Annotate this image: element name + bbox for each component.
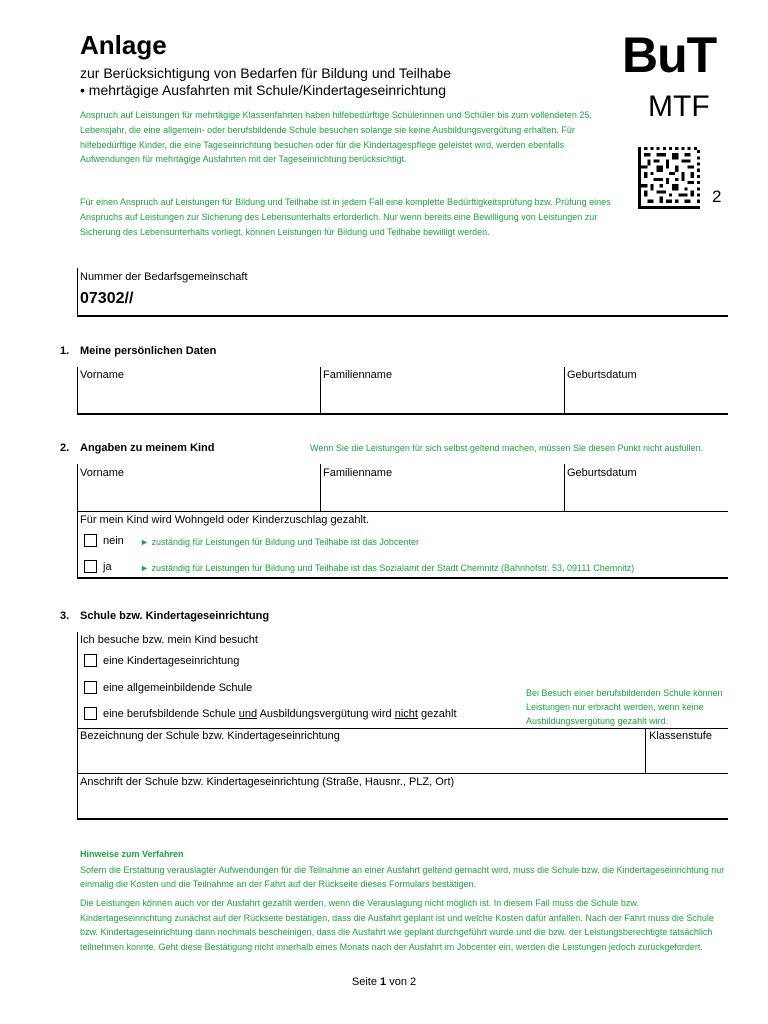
s2-row-divider xyxy=(77,511,728,512)
option-no-label: nein xyxy=(103,535,124,547)
option-no-note: ► zuständig für Leistungen für Bildung und Teilhabe ist das Jobcenter xyxy=(140,537,419,547)
bg-number-field[interactable]: 07302// xyxy=(80,290,134,307)
intro-paragraph-needs-test: Für einen Anspruch auf Leistungen für Bildung und Teilhabe ist in jedem Fall eine komplette Bedürftigkeitsprüfung bzw. Prüfung eines Anspruchs auf Leistungen zur Sicherung des Lebensunterhalts erforderlich. Nur wenn bereits eine Bewilligung von Leistungen zur Sicherung des Lebensunterhalts vorliegt, können Leistungen für Bildung und Teilhabe bewilligt werden. xyxy=(80,197,611,237)
grade-field[interactable] xyxy=(649,730,725,770)
checkbox-wohngeld-yes[interactable] xyxy=(84,560,97,573)
s1-divider-2 xyxy=(564,367,565,415)
s1-bottom-border xyxy=(77,413,728,415)
vocational-side-note: Bei Besuch einer berufsbildenden Schule können Leistungen nur erbracht werden, wenn keine Ausbildungsvergütung gezahlt wird. xyxy=(526,688,723,726)
form-subtitle: zur Berücksichtigung von Bedarfen für Bildung und Teilhabe xyxy=(80,65,451,81)
section-1-title: Meine persönlichen Daten xyxy=(80,345,217,357)
current-page: 1 xyxy=(380,976,387,988)
page-footer: Seite 1 von 2 xyxy=(351,976,417,988)
form-title: Anlage xyxy=(80,30,167,60)
option-school-label: eine allgemeinbildende Schule xyxy=(103,682,253,694)
s3-bottom-border xyxy=(77,818,728,820)
school-name-field[interactable] xyxy=(80,730,640,770)
option-yes-label: ja xyxy=(103,561,112,573)
wohngeld-question: Für mein Kind wird Wohngeld oder Kinderzuschlag gezahlt. xyxy=(80,514,370,526)
school-address-label: Anschrift der Schule bzw. Kindertageseinrichtung (Straße, Hausnr., PLZ, Ort) xyxy=(80,776,455,788)
arrow-right-icon: ► xyxy=(140,537,149,547)
option-vocational-label: eine berufsbildende Schule und Ausbildungsvergütung wird nicht gezahlt xyxy=(103,708,457,720)
bg-box-bottom-border xyxy=(77,315,728,317)
section-2-hint: Wenn Sie die Leistungen für sich selbst geltend machen, müssen Sie diesen Punkt nicht ausfüllen. xyxy=(310,443,704,453)
checkbox-kita[interactable] xyxy=(84,654,97,667)
bg-number-label: Nummer der Bedarfsgemeinschaft xyxy=(80,271,248,283)
page-number: 2 xyxy=(712,187,722,206)
s2-bottom-border xyxy=(77,577,728,579)
form-code: MTF xyxy=(648,90,710,123)
child-birthdate-label: Geburtsdatum xyxy=(567,467,637,479)
child-last-name-label: Familienname xyxy=(323,467,393,479)
section-1-number: 1. xyxy=(60,345,70,357)
but-badge: BuT xyxy=(622,27,717,83)
s3-grade-divider xyxy=(645,728,646,774)
section-3-intro: Ich besuche bzw. mein Kind besucht xyxy=(80,634,258,646)
s1-divider-1 xyxy=(320,367,321,415)
child-last-name-field[interactable] xyxy=(323,467,559,511)
school-name-label: Bezeichnung der Schule bzw. Kindertageseinrichtung xyxy=(80,730,340,742)
child-first-name-label: Vorname xyxy=(80,467,125,479)
checkbox-wohngeld-no[interactable] xyxy=(84,534,97,547)
s3-row-divider-2 xyxy=(77,773,728,774)
option-kita-label: eine Kindertageseinrichtung xyxy=(103,655,240,667)
section-3-number: 3. xyxy=(60,610,70,622)
form-subtitle-bullet: • mehrtägige Ausfahrten mit Schule/Kindertageseinrichtung xyxy=(80,82,447,98)
child-birthdate-field[interactable] xyxy=(567,467,725,511)
notes-heading: Hinweise zum Verfahren xyxy=(80,849,184,859)
bg-box-left-border xyxy=(77,268,78,317)
s1-border-left xyxy=(77,367,78,415)
s3-border-left xyxy=(77,632,78,820)
option-yes-note: ► zuständig für Leistungen für Bildung und Teilhabe ist das Sozialamt der Stadt Chemnitz (Bahnhofstr. 53, 09111 Chemnitz) xyxy=(140,563,635,573)
notes-paragraph-1: Sofern die Erstattung verauslagter Aufwendungen für die Teilnahme an einer Ausfahrt geltend gemacht wird, muss die Schule bzw. die Kindertageseinrichtung nur einmalig die Kosten und die Teilnahme an der Fahrt auf der Rückseite dieses Formulars bestätigen. xyxy=(80,865,725,889)
section-2-title: Angaben zu meinem Kind xyxy=(80,442,215,454)
s2-divider-1 xyxy=(320,464,321,512)
arrow-right-icon: ► xyxy=(140,563,149,573)
grade-label: Klassenstufe xyxy=(649,730,712,742)
checkbox-vocational-school[interactable] xyxy=(84,707,97,720)
school-address-field[interactable] xyxy=(80,776,725,816)
s2-divider-2 xyxy=(564,464,565,512)
section-2-number: 2. xyxy=(60,442,70,454)
datamatrix-code xyxy=(638,147,700,209)
checkbox-general-school[interactable] xyxy=(84,681,97,694)
s3-row-divider-1 xyxy=(77,728,728,729)
notes-paragraph-2: Die Leistungen können auch vor der Ausfahrt gezahlt werden, wenn die Verauslagung nicht möglich ist. In diesem Fall muss die Schule bzw. Kindertageseinrichtung zunächst auf der Rückseite bestätigen, dass die Ausfahrt geplant ist und welche Kosten dafür anfallen. Nach der Fahrt muss die Schule bzw. Kindertageseinrichtung dann nochmals bescheinigen, dass die Ausfahrt wie geplant durchgeführt wurde und die bzw. der Leistungsberechtigte tatsächlich teilnehmen konnte. Geht diese Bestätigung nicht innerhalb eines Monats nach der Ausfahrt im Jobcenter ein, werden die Leistungen jedoch zurückgefordert. xyxy=(80,898,714,952)
intro-paragraph-eligibility: Anspruch auf Leistungen für mehrtägige Klassenfahrten haben hilfebedürftige Schülerinnen und Schüler bis zum vollendeten 25. Lebensjahr, die eine allgemein- oder berufsbildende Schule besuchen solange sie keine Ausbildungsvergütung erhalten. Für hilfebedürftige Kinder, die eine Tageseinrichtung besuchen oder für die Kindertagespflege geleistet wird, werden ebenfalls Aufwendungen für mehrtägige Ausfahrten mit der Tageseinrichtung berücksichtigt. xyxy=(80,110,592,165)
applicant-first-name-label: Vorname xyxy=(80,369,125,381)
applicant-birthdate-field[interactable] xyxy=(567,369,725,413)
s2-border-left xyxy=(77,464,78,579)
applicant-last-name-label: Familienname xyxy=(323,369,393,381)
child-first-name-field[interactable] xyxy=(80,467,316,511)
applicant-last-name-field[interactable] xyxy=(323,369,559,413)
section-3-title: Schule bzw. Kindertageseinrichtung xyxy=(80,610,270,622)
applicant-first-name-field[interactable] xyxy=(80,369,316,413)
applicant-birthdate-label: Geburtsdatum xyxy=(567,369,637,381)
